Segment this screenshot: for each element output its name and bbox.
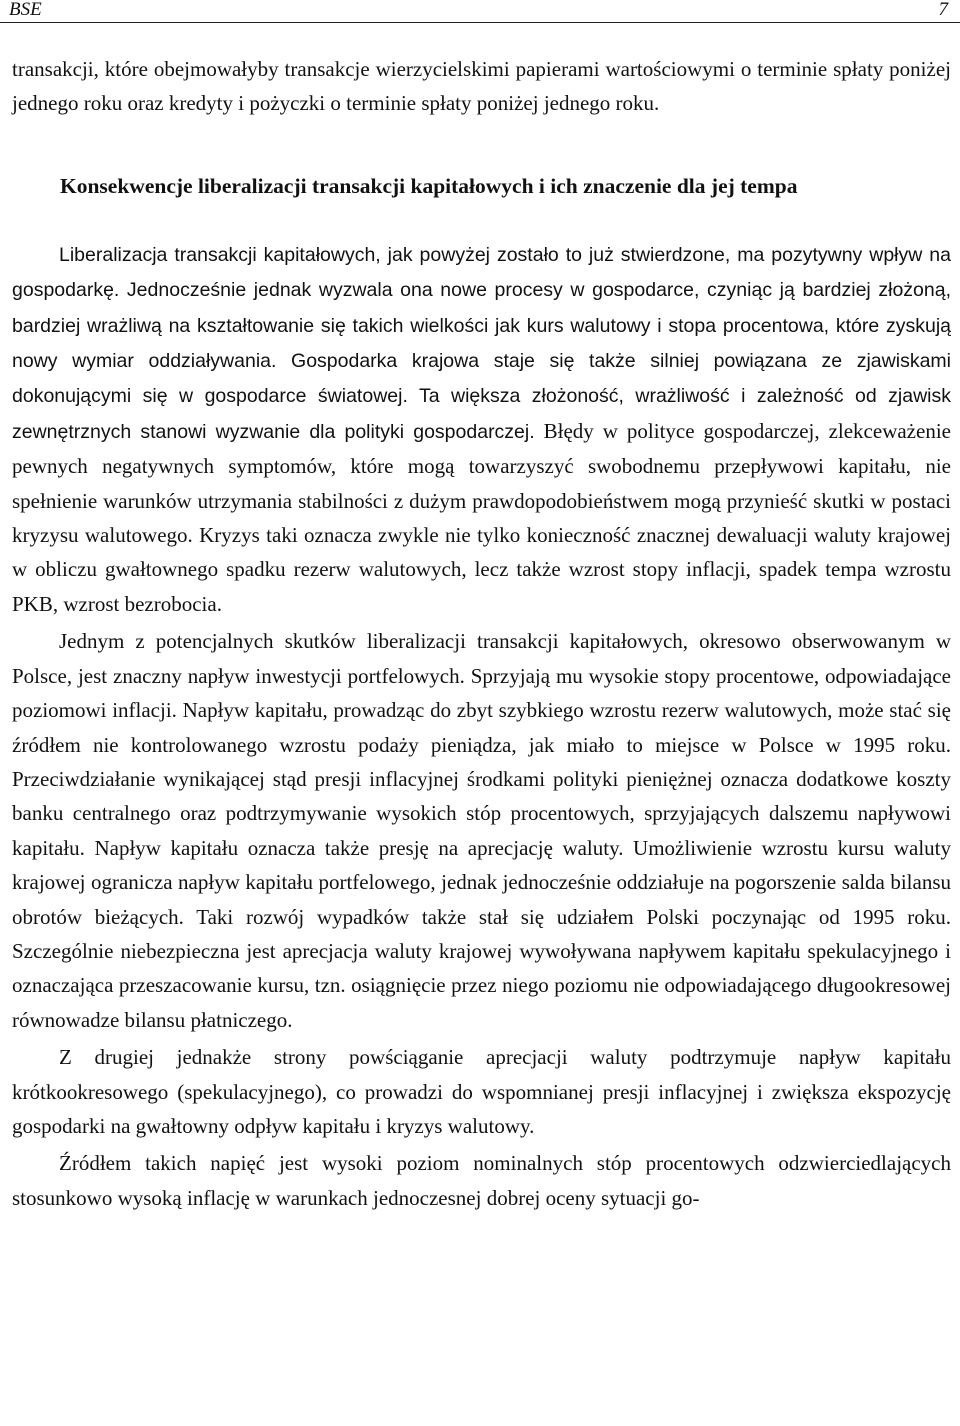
page-number: 7	[938, 0, 948, 20]
header-publication-name: BSE	[9, 0, 42, 20]
paragraph-3: Z drugiej jednakże strony powściąganie aprecjacji waluty podtrzymuje napływ kapitału krótkookresowego (spekulacyjnego), co prowadzi do wspomnianej presji inflacyjnej i zwiększa ekspozycję gospodarki na gwałtowny odpływ kapitału i kryzys walutowy.	[12, 1045, 951, 1138]
section-heading: Konsekwencje liberalizacji transakcji kapitałowych i ich znaczenie dla jej tempa	[60, 173, 798, 198]
paragraph-1	[12, 237, 951, 621]
running-header	[0, 0, 960, 23]
paragraph-1-part-a: Liberalizacja transakcji kapitałowych, jak powyżej zostało to już stwierdzone, ma pozytywny wpływ na gospodarkę. Jednocześnie jednak wyzwala ona nowe procesy w gospodarce, czyniąc ją bardziej złożoną, bardziej wrażliwą na kształtowanie się takich wielkości jak kurs walutowy i stopa procentowa, które zyskują nowy wymiar oddziaływania. Gospodarka krajowa staje się także silniej powiązana ze zjawiskami dokonującymi się w gospodarce światowej. Ta większa złożoność, wrażliwość i zależność od zjawisk zewnętrznych stanowi wyzwanie dla polityki gospodarczej.	[12, 243, 951, 443]
paragraph-4: Źródłem takich napięć jest wysoki poziom nominalnych stóp procentowych odzwierciedlających stosunkowo wysoką inflację w warunkach jednoczesnej dobrej oceny sytuacji go-	[12, 1151, 951, 1210]
paragraph-2: Jednym z potencjalnych skutków liberalizacji transakcji kapitałowych, okresowo obserwowanym w Polsce, jest znaczny napływ inwestycji portfelowych. Sprzyjają mu wysokie stopy procentowe, odpowiadające poziomowi inflacji. Napływ kapitału, prowadząc do zbyt szybkiego wzrostu rezerw walutowych, może stać się źródłem nie kontrolowanego wzrostu podaży pieniądza, jak miało to miejsce w Polsce w 1995 roku. Przeciwdziałanie wynikającej stąd presji inflacyjnej środkami polityki pieniężnej oznacza dodatkowe koszty banku centralnego oraz podtrzymywanie wysokich stóp procentowych, sprzyjających dalszemu napływowi kapitału. Napływ kapitału oznacza także presję na aprecjację waluty. Umożliwienie wzrostu kursu waluty krajowej ogranicza napływ kapitału portfelowego, jednak jednocześnie oddziałuje na pogorszenie salda bilansu obrotów bieżących. Taki rozwój wypadków także stał się udziałem Polski poczynając od 1995 roku. Szczególnie niebezpieczna jest aprecjacja waluty krajowej wywoływana napływem kapitału spekulacyjnego i oznaczająca przeszacowanie kursu, tzn. osiągnięcie przez niego poziomu nie odpowiadającego długookresowej równowadze bilansu płatniczego.	[12, 629, 951, 1032]
document-body	[12, 52, 951, 1215]
paragraph-1-part-b: Błędy w polityce gospodarczej, zlekceważenie pewnych negatywnych symptomów, które mogą towarzyszyć swobodnemu przepływowi kapitału, nie spełnienie warunków utrzymania stabilności z dużym prawdopodobieństwem mogą przynieść skutki w postaci kryzysu walutowego. Kryzys taki oznacza zwykle nie tylko konieczność znacznej dewaluacji waluty krajowej w obliczu gwałtownego spadku rezerw walutowych, lecz także wzrost stopy inflacji, spadek tempa wzrostu PKB, wzrost bezrobocia.	[12, 418, 951, 616]
paragraph-intro: transakcji, które obejmowałyby transakcje wierzycielskimi papierami wartościowymi o terminie spłaty poniżej jednego roku oraz kredyty i pożyczki o terminie spłaty poniżej jednego roku.	[12, 57, 951, 116]
